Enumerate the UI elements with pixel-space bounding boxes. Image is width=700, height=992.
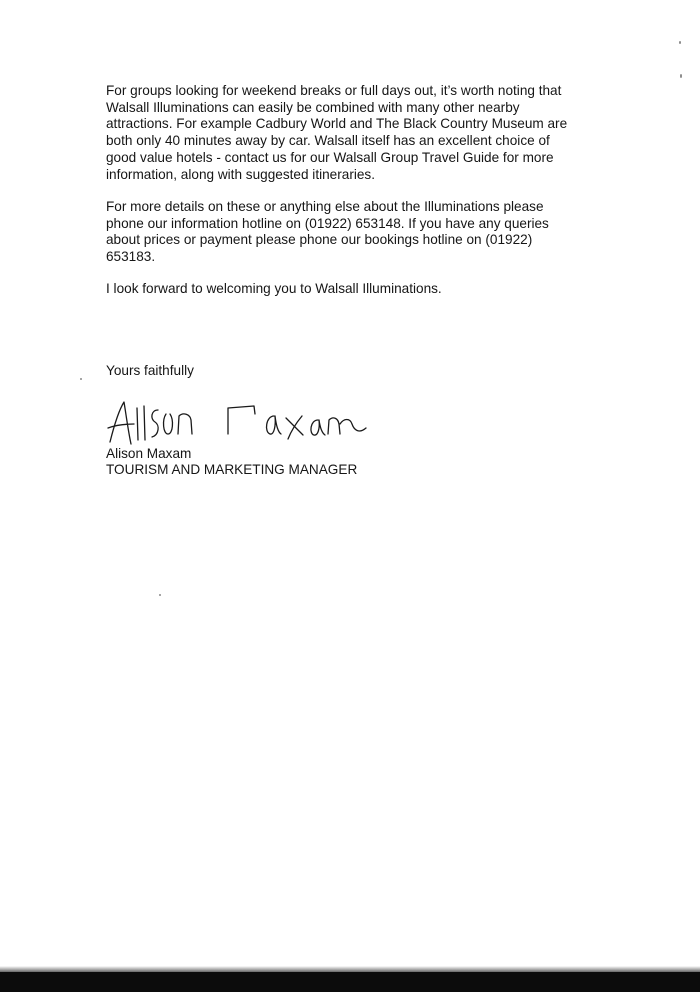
paragraph-welcome: I look forward to welcoming you to Walsall Illuminations. — [106, 281, 442, 296]
scan-dark-band — [0, 972, 700, 992]
signatory-name: Alison Maxam — [106, 446, 192, 461]
signatory-title: TOURISM AND MARKETING MANAGER — [106, 462, 358, 477]
scan-speck — [680, 74, 682, 78]
scan-speck — [159, 594, 161, 596]
paragraph-contact-details: For more details on these or anything else about the Illuminations please phone our information hotline on (01922) 653148. If you have any queries about prices or payment please phone our bookings hotline on (01922) 653183. — [106, 199, 549, 265]
scan-speck — [679, 41, 681, 44]
letter-closing: Yours faithfully — [106, 363, 194, 378]
handwritten-signature — [104, 394, 384, 450]
scan-speck — [80, 378, 82, 380]
paragraph-group-breaks: For groups looking for weekend breaks or full days out, it’s worth noting that Walsall Illuminations can easily be combined with many other nearby attractions. For example Cadbury World and The Black Country Museum are both only 40 minutes away by car. Walsall itself has an excellent choice of good value hotels - contact us for our Walsall Group Travel Guide for more information, along with suggested itineraries. — [106, 83, 568, 182]
